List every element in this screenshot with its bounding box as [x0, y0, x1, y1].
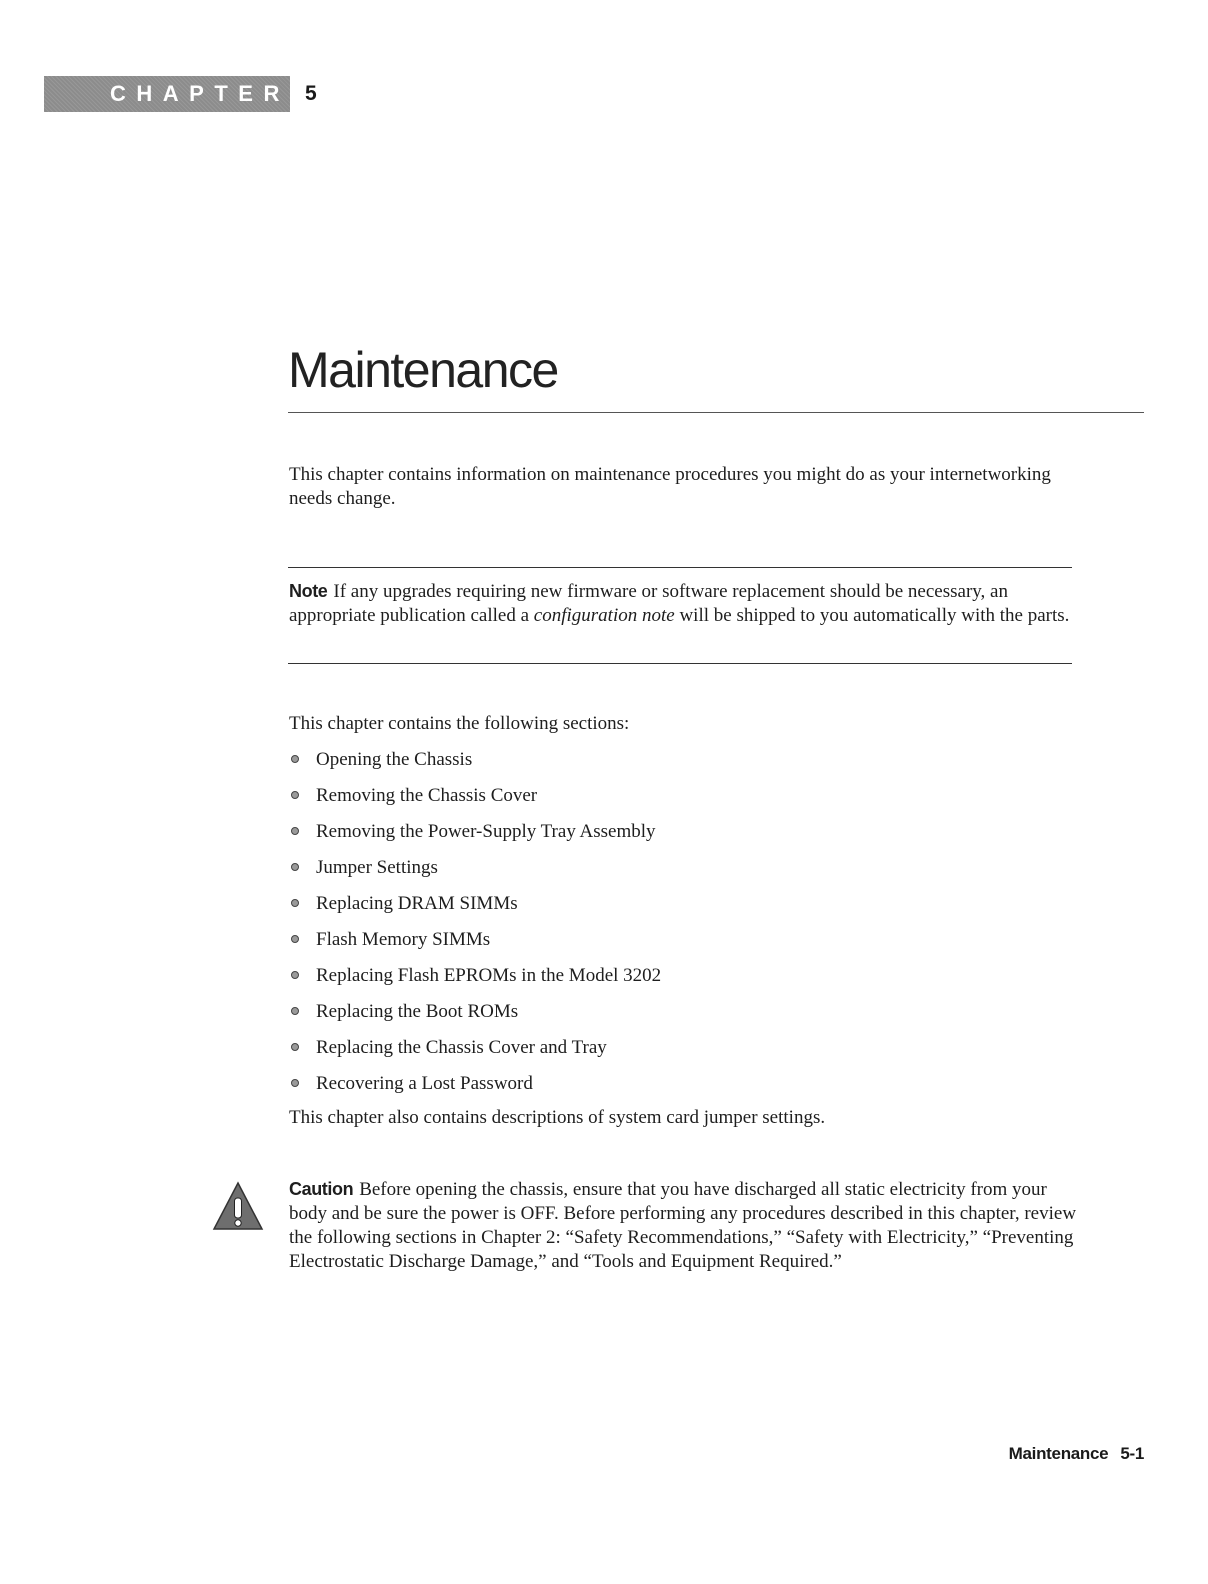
list-item [289, 994, 1049, 1030]
note-rule-top [288, 567, 1072, 568]
bullet-icon [291, 971, 299, 979]
list-item [289, 814, 1049, 850]
list-item-label: Jumper Settings [316, 857, 438, 878]
list-item [289, 778, 1049, 814]
caution-paragraph [289, 1177, 1079, 1274]
list-item-label: Opening the Chassis [316, 749, 473, 770]
chapter-number: 5 [305, 82, 317, 105]
note-label: Note [289, 581, 328, 601]
sections-outro: This chapter also contains descriptions of system card jumper settings. [289, 1107, 826, 1128]
list-item-label: Replacing DRAM SIMMs [316, 893, 518, 914]
footer-section: Maintenance [1008, 1444, 1109, 1463]
note-text-before: If any upgrades requiring new firmware or software replacement should be necessary, an appropriate publication called a [289, 581, 1008, 626]
list-item-label: Replacing Flash EPROMs in the Model 3202 [316, 965, 662, 986]
intro-paragraph: This chapter contains information on maintenance procedures you might do as your internetworking needs change. [289, 464, 1051, 509]
list-item-label: Flash Memory SIMMs [316, 929, 491, 950]
list-item [289, 1066, 1049, 1102]
caution-label: Caution [289, 1179, 354, 1199]
sections-intro: This chapter contains the following sections: [289, 713, 630, 734]
list-item [289, 1030, 1049, 1066]
bullet-icon [291, 827, 299, 835]
list-item [289, 958, 1049, 994]
list-item-label: Recovering a Lost Password [316, 1073, 533, 1094]
bullet-icon [291, 1043, 299, 1051]
page-title: Maintenance [288, 342, 558, 398]
list-item-label: Removing the Chassis Cover [316, 785, 538, 806]
bullet-icon [291, 935, 299, 943]
list-item-label: Replacing the Boot ROMs [316, 1001, 519, 1022]
note-paragraph [289, 579, 1073, 628]
list-item-label: Replacing the Chassis Cover and Tray [316, 1037, 607, 1058]
bullet-icon [291, 755, 299, 763]
list-item-label: Removing the Power-Supply Tray Assembly [316, 821, 656, 842]
bullet-icon [291, 791, 299, 799]
note-text-after: will be shipped to you automatically with the parts. [674, 605, 1070, 626]
list-item [289, 886, 1049, 922]
bullet-icon [291, 1079, 299, 1087]
page-footer [1009, 1442, 1144, 1466]
bullet-icon [291, 899, 299, 907]
caution-text: Before opening the chassis, ensure that you have discharged all static electricity from your body and be sure the power is OFF. Before performing any procedures described in this chapter, review the following sections in Chapter 2: “Safety Recommendations,” “Safety with Electricity,” “Preventing Electrostatic Discharge Damage,” and “Tools and Equipment Required.” [289, 1179, 1077, 1272]
note-text-italic: configuration note [533, 605, 675, 626]
sections-list [289, 742, 1049, 1102]
bullet-icon [291, 863, 299, 871]
list-item [289, 922, 1049, 958]
footer-page-number: 5-1 [1120, 1444, 1144, 1463]
chapter-label: CHAPTER [110, 81, 290, 106]
warning-triangle-icon [212, 1181, 264, 1231]
bullet-icon [291, 1007, 299, 1015]
list-item [289, 850, 1049, 886]
note-rule-bottom [288, 663, 1072, 664]
list-item [289, 742, 1049, 778]
title-rule [288, 412, 1144, 413]
